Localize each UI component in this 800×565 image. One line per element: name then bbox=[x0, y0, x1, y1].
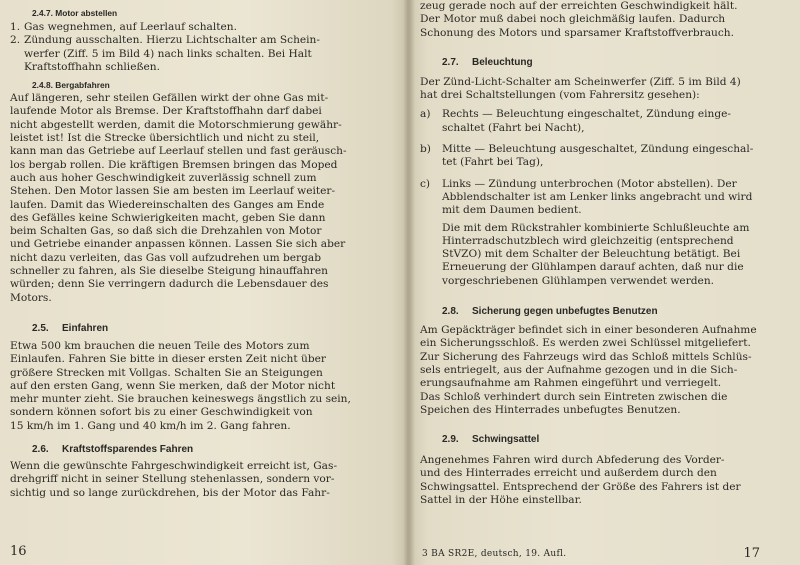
heading-2-6: 2.6. Kraftstoffsparendes Fahren bbox=[32, 444, 194, 456]
list-item: 2. Zündung ausschalten. Hierzu Lichtschalter am Schein- werfer (Ziff. 5 im Bild 4) nach links schalten. Bei Halt Kraftstoffhahn schließen. bbox=[10, 34, 320, 73]
list-item: b) Mitte — Beleuchtung ausgeschaltet, Zündung eingeschal- tet (Fahrt bei Tag), bbox=[420, 143, 754, 169]
right-page bbox=[408, 0, 800, 565]
heading-2-7: 2.7. Beleuchtung bbox=[442, 56, 533, 68]
paragraph-beleuchtung-intro: Der Zünd-Licht-Schalter am Scheinwerfer (Ziff. 5 im Bild 4) hat drei Schaltstellungen (vom Fahrersitz gesehen): bbox=[420, 75, 741, 102]
heading-2-8: 2.8. Sicherung gegen unbefugtes Benutzen bbox=[442, 306, 658, 318]
list-item: 1. Gas wegnehmen, auf Leerlauf schalten. bbox=[10, 21, 237, 33]
paragraph-continuation: zeug gerade noch auf der erreichten Geschwindigkeit hält. Der Motor muß dabei noch gleichmäßig laufen. Dadurch Schonung des Motors und sparsamer Kraftstoffverbrauch. bbox=[420, 0, 738, 39]
page-number-left: 16 bbox=[10, 544, 27, 559]
book-gutter bbox=[403, 0, 415, 565]
list-item: c) Links — Zündung unterbrochen (Motor abstellen). Der Abblendschalter ist am Lenker links angebracht und wird mit dem Daumen bedient. Die mit dem Rückstrahler kombinierte Schlußleuchte am Hinterradschutzblech wird gleichzeitig (entsprechend StVZO) mit dem Schalter der Beleuchtung betätigt. Bei Erneuerung der Glühlampen darauf achten, daß nur die vorgeschriebenen Glühlampen verwendet werden. bbox=[420, 177, 753, 287]
heading-2-9: 2.9. Schwingsattel bbox=[442, 434, 540, 446]
heading-2-4-7: 2.4.7. Motor abstellen bbox=[32, 8, 118, 18]
imprint-line: 3 BA SR2E, deutsch, 19. Aufl. bbox=[422, 549, 567, 559]
paragraph-kraftstoffsparend: Wenn die gewünschte Fahrgeschwindigkeit erreicht ist, Gas- drehgriff nicht in seiner Stellung stehenlassen, sondern vor- sichtig und so lange zurückdrehen, bis der Motor das Fahr- bbox=[10, 460, 338, 499]
heading-2-4-8: 2.4.8. Bergabfahren bbox=[32, 80, 110, 91]
paragraph-sicherung: Am Gepäckträger befindet sich in einer besonderen Aufnahme ein Sicherungsschloß. Es werden zwei Schlüssel mitgeliefert. Zur Sicherung des Fahrzeugs wird das Schloß mittels Schlüs- sels entriegelt, aus der Aufnahme gezogen und in die Sich- erungsaufnahme am Rahmen eingeführt und verriegelt. Das Schloß verhindert durch sein Eintreten zwischen die Speichen des Hinterrades unbefugtes Benutzen. bbox=[420, 324, 757, 416]
heading-2-5: 2.5. Einfahren bbox=[32, 322, 109, 334]
page-number-right: 17 bbox=[743, 546, 760, 561]
list-item: a) Rechts — Beleuchtung eingeschaltet, Zündung einge- schaltet (Fahrt bei Nacht), bbox=[420, 108, 732, 134]
paragraph-einfahren: Etwa 500 km brauchen die neuen Teile des Motors zum Einlaufen. Fahren Sie bitte in dieser ersten Zeit nicht über größere Strecken mit Vollgas. Schalten Sie an Steigungen auf den ersten Gang, wenn Sie merken, daß der Motor nicht mehr munter zieht. Sie brauchen keineswegs ängstlich zu sein, sondern können sofort bis zu einer Geschwindigkeit von 15 km/h im 1. Gang und 40 km/h im 2. Gang fahren. bbox=[10, 339, 351, 432]
paragraph-bergabfahren: Auf längeren, sehr steilen Gefällen wirkt der ohne Gas mit- laufende Motor als Bremse. Der Kraftstoffhahn darf dabei nicht abgestellt werden, damit die Motorschmierung gewähr- leistet ist! Ist die Strecke übersichtlich und nicht zu steil, kann man das Getriebe auf Leerlauf stellen und fast geräusch- los bergab rollen. Die kräftigen Bremsen bringen das Moped auch aus hoher Geschwindigkeit zuverlässig schnell zum Stehen. Den Motor lassen Sie am besten im Leerlauf weiter- laufen. Damit das Wiedereinschalten des Ganges am Ende des Gefälles keine Schwierigkeiten macht, geben Sie dann beim Schalten Gas, so daß sich die Drehzahlen von Motor und Getriebe einander anpassen können. Lassen Sie sich aber nicht dazu verleiten, das Gas voll aufzudrehen um bergab schneller zu fahren, als Sie dieselbe Steigung hinauffahren würden; denn Sie verringern dadurch die Lebensdauer des Motors. bbox=[10, 92, 347, 304]
paragraph-schwingsattel: Angenehmes Fahren wird durch Abfederung des Vorder- und des Hinterrades erreicht und außerdem durch den Schwingsattel. Entsprechend der Größe des Fahrers ist der Sattel in der Höhe einstellbar. bbox=[420, 454, 741, 507]
